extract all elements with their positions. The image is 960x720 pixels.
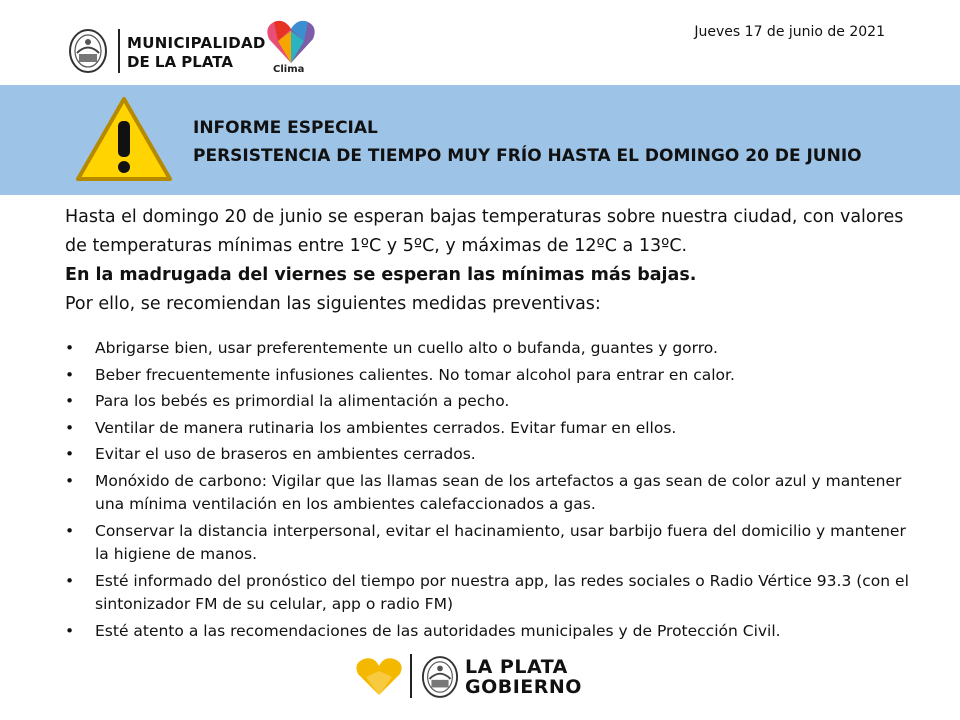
- org-line2: DE LA PLATA: [127, 53, 233, 71]
- la-plata-heart-icon: [355, 657, 403, 697]
- clima-label: Clima: [273, 64, 305, 75]
- report-date: Jueves 17 de junio de 2021: [694, 24, 885, 40]
- list-item: • Beber frecuentemente infusiones calientes. No tomar alcohol para entrar en calor.: [65, 364, 910, 388]
- banner-line1: INFORME ESPECIAL: [193, 118, 378, 138]
- list-item: • Abrigarse bien, usar preferentemente un cuello alto o bufanda, guantes y gorro.: [65, 337, 910, 361]
- municipality-logo-text: [127, 34, 266, 72]
- banner-title: [193, 114, 862, 170]
- footer-line1: LA PLATA: [465, 656, 568, 678]
- list-item: • Esté atento a las recomendaciones de las autoridades municipales y de Protección Civil.: [65, 620, 910, 644]
- list-item: • Ventilar de manera rutinaria los ambientes cerrados. Evitar fumar en ellos.: [65, 417, 910, 441]
- list-item: • Esté informado del pronóstico del tiempo por nuestra app, las redes sociales o Radio Vértice 93.3 (con el sintonizador FM de su celular, app o radio FM): [65, 570, 910, 617]
- list-item: • Conservar la distancia interpersonal, evitar el hacinamiento, usar barbijo fuera del domicilio y mantener la higiene de manos.: [65, 520, 910, 567]
- footer-divider: [410, 654, 412, 698]
- list-item: • Monóxido de carbono: Vigilar que las llamas sean de los artefactos a gas sean de color azul y mantener una mínima ventilación en los ambientes calefaccionados a gas.: [65, 470, 910, 517]
- banner-line2: PERSISTENCIA DE TIEMPO MUY FRÍO HASTA EL DOMINGO 20 DE JUNIO: [193, 146, 862, 166]
- list-item: • Evitar el uso de braseros en ambientes cerrados.: [65, 443, 910, 467]
- recommendations-list: [65, 337, 910, 646]
- footer-line2: GOBIERNO: [465, 676, 582, 698]
- city-seal-icon: [421, 655, 459, 699]
- intro-paragraph-1: Hasta el domingo 20 de junio se esperan bajas temperaturas sobre nuestra ciudad, con valores de temperaturas mínimas entre 1ºC y 5ºC, y máximas de 12ºC a 13ºC.: [65, 207, 904, 256]
- org-line1: MUNICIPALIDAD: [127, 34, 266, 52]
- footer-logo-text: [465, 657, 582, 697]
- warning-triangle-icon: [74, 95, 174, 185]
- intro-paragraph-2: En la madrugada del viernes se esperan las mínimas más bajas.: [65, 265, 697, 285]
- intro-text: [65, 203, 925, 319]
- intro-paragraph-3: Por ello, se recomiendan las siguientes medidas preventivas:: [65, 294, 601, 314]
- header: [0, 0, 960, 85]
- clima-heart-icon: [266, 19, 316, 65]
- header-divider: [118, 29, 120, 73]
- city-seal-icon: [68, 28, 108, 74]
- list-item: • Para los bebés es primordial la alimentación a pecho.: [65, 390, 910, 414]
